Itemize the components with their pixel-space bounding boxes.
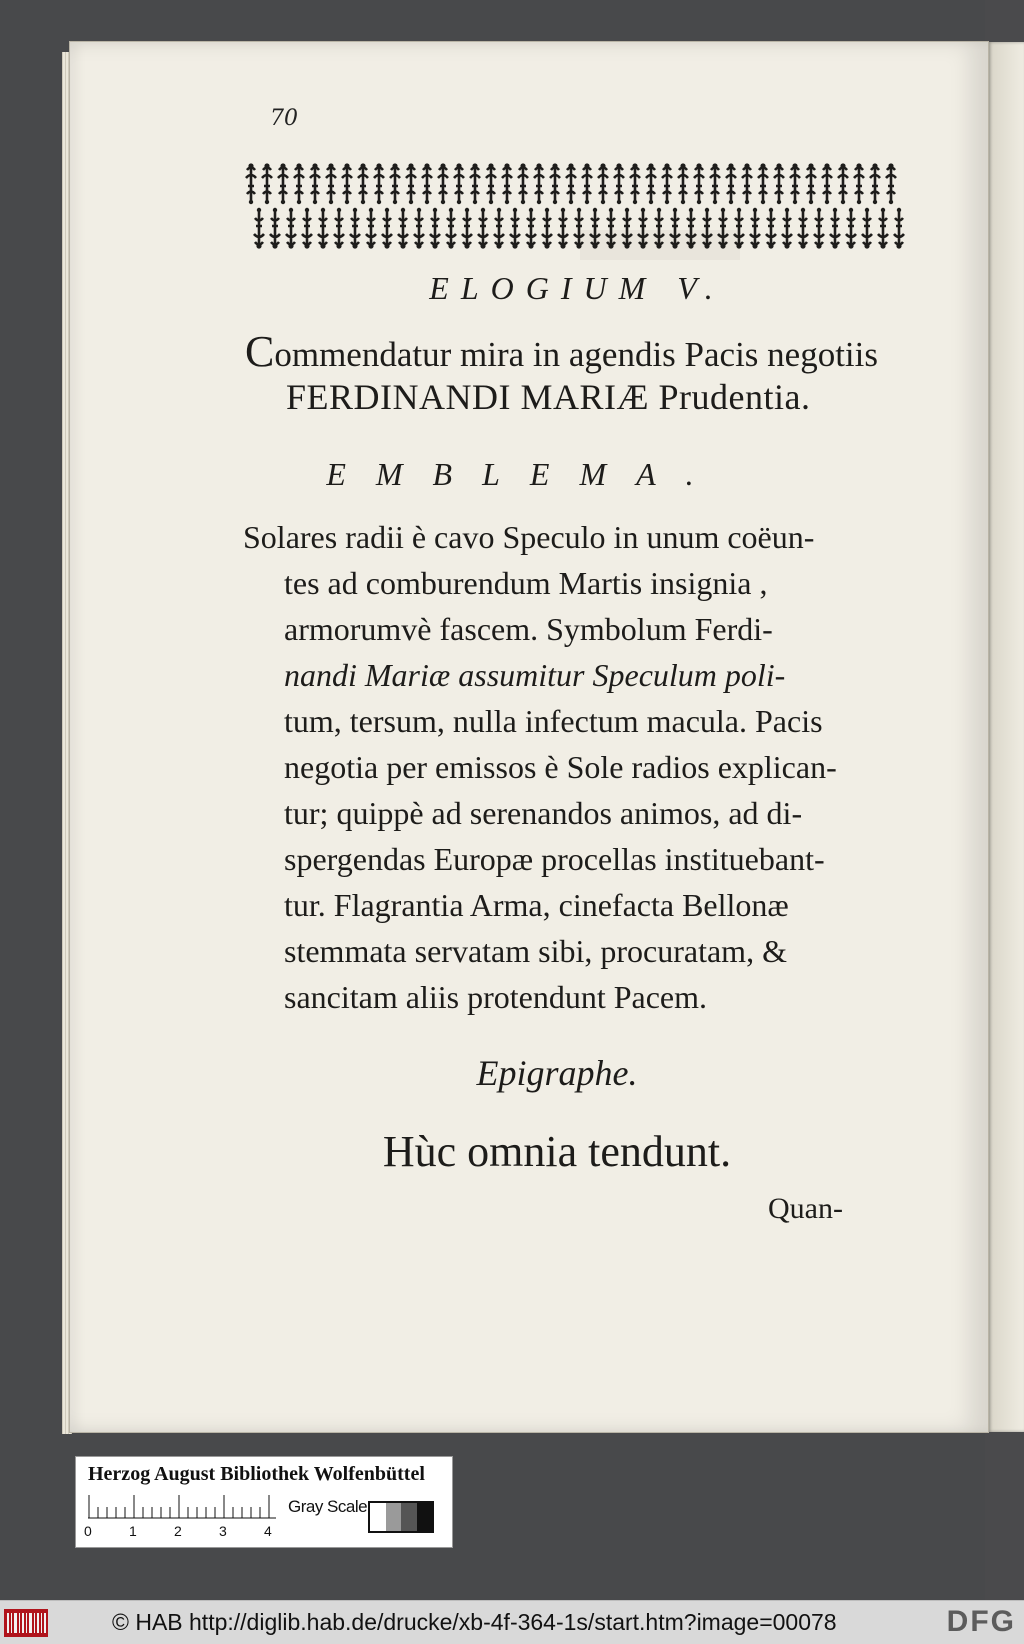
body-line: stemmata servatam sibi, procuratam, & [284, 933, 787, 969]
hab-color-label [75, 1456, 453, 1548]
gray-swatch [370, 1503, 386, 1531]
gray-swatch [401, 1503, 417, 1531]
ornament-band [245, 160, 909, 252]
body-line: sancitam aliis protendunt Pacem. [284, 979, 707, 1015]
ruler-number: 0 [84, 1523, 92, 1539]
ruler-icon [88, 1493, 276, 1519]
initial-letter: C [245, 327, 275, 376]
motto: Hùc omnia tendunt. [382, 1127, 732, 1176]
catchword: Quan- [768, 1192, 843, 1225]
gray-scale-label: Gray Scale [288, 1497, 368, 1516]
page-number: 70 [270, 106, 298, 131]
elogium-heading: ELOGIUM V. [429, 270, 725, 306]
body-line: nandi Mariæ assumitur Speculum poli- [284, 657, 786, 693]
body-line: negotia per emissos è Sole radios explican- [284, 749, 837, 785]
ruler-number: 1 [129, 1523, 137, 1539]
ruler-number: 4 [264, 1523, 272, 1539]
commend-line-1 [245, 326, 878, 377]
body-line: armorumvè fascem. Symbolum Ferdi- [284, 611, 773, 647]
copyright-url[interactable]: © HAB http://diglib.hab.de/drucke/xb-4f-364-1s/start.htm?image=00078 [112, 1609, 837, 1635]
commend-line-1-text: ommendatur mira in agendis Pacis negotiis [274, 335, 878, 374]
footer-bar [0, 1600, 1024, 1644]
ruler-number: 3 [219, 1523, 227, 1539]
body-line: Solares radii è cavo Speculo in unum coëun- [243, 519, 815, 555]
library-name: Herzog August Bibliothek Wolfenbüttel [88, 1463, 425, 1485]
ruler-number: 2 [174, 1523, 182, 1539]
commend-line-2: FERDINANDI MARIÆ Prudentia. [286, 377, 811, 417]
epigraphe-heading: Epigraphe. [476, 1053, 638, 1093]
emblema-heading: EMBLEMA. [326, 456, 724, 492]
body-line: tum, tersum, nulla infectum macula. Pacis [284, 703, 823, 739]
facing-page-edge [988, 42, 1024, 1432]
dfg-logo: DFG [946, 1605, 1016, 1638]
body-line: tur; quippè ad serenandos animos, ad di- [284, 795, 803, 831]
barcode-icon [4, 1609, 48, 1637]
body-line: tur. Flagrantia Arma, cinefacta Bellonæ [284, 887, 789, 923]
gray-scale-swatches [368, 1501, 434, 1533]
body-line: spergendas Europæ procellas instituebant- [284, 841, 825, 877]
body-line: tes ad comburendum Martis insignia , [284, 565, 768, 601]
gray-swatch [386, 1503, 402, 1531]
gray-swatch [417, 1503, 433, 1531]
